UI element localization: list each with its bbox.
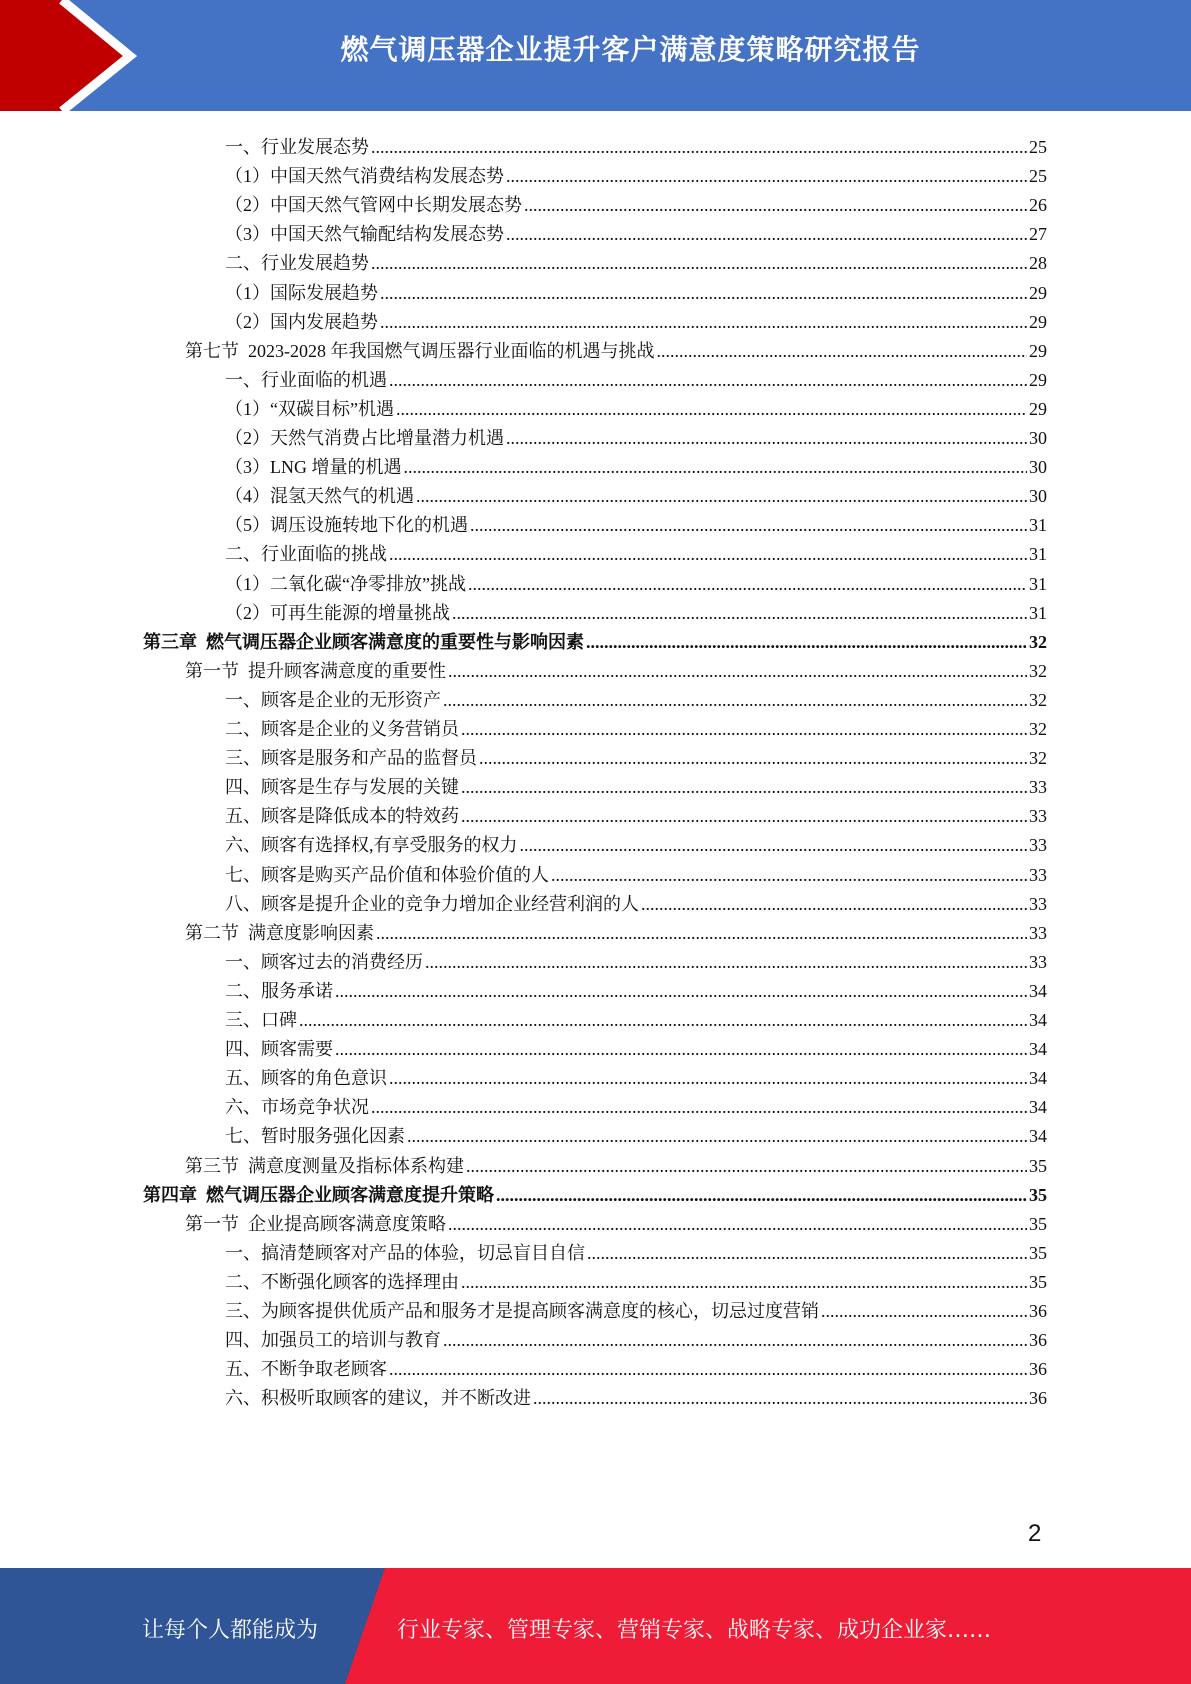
dot-leader bbox=[416, 485, 1027, 507]
toc-entry-page: 34 bbox=[1029, 1068, 1047, 1089]
dot-leader bbox=[461, 776, 1027, 798]
dot-leader bbox=[533, 1387, 1027, 1409]
toc-entry-page: 29 bbox=[1029, 282, 1047, 303]
toc-item-entry[interactable] bbox=[225, 973, 1047, 1002]
dot-leader bbox=[389, 369, 1027, 391]
toc-entry-page: 31 bbox=[1029, 602, 1047, 623]
toc-entry-page: 36 bbox=[1029, 1301, 1047, 1321]
toc-entry-page: 31 bbox=[1029, 515, 1047, 536]
dot-leader bbox=[425, 951, 1027, 973]
dot-leader bbox=[461, 1271, 1027, 1293]
toc-entry-page: 35 bbox=[1029, 1155, 1047, 1176]
toc-section-entry[interactable] bbox=[185, 333, 1047, 362]
dot-leader bbox=[641, 893, 1027, 915]
toc-entry-page: 34 bbox=[1029, 1039, 1047, 1060]
toc-entry-label: （3）LNG 增量的机遇 bbox=[225, 457, 402, 478]
toc-entry-page: 30 bbox=[1029, 457, 1047, 478]
toc-entry-page: 29 bbox=[1029, 311, 1047, 332]
toc-item-entry[interactable] bbox=[225, 1264, 1047, 1293]
toc-entry-page: 29 bbox=[1029, 369, 1047, 390]
dot-leader bbox=[452, 602, 1027, 624]
toc-entry-page: 31 bbox=[1029, 573, 1047, 594]
dot-leader bbox=[371, 136, 1027, 158]
toc-entry-label: （1）国际发展趋势 bbox=[225, 282, 378, 303]
dot-leader bbox=[461, 718, 1027, 740]
toc-entry-page: 25 bbox=[1029, 166, 1047, 187]
toc-item-entry[interactable] bbox=[225, 740, 1047, 769]
toc-entry-label: 五、顾客是降低成本的特效药 bbox=[225, 806, 459, 827]
toc-item-entry[interactable] bbox=[225, 1322, 1047, 1351]
dot-leader bbox=[587, 1242, 1027, 1264]
dot-leader bbox=[335, 980, 1027, 1002]
toc-entry-page: 31 bbox=[1029, 544, 1047, 565]
toc-entry-label: （2）天然气消费占比增量潜力机遇 bbox=[225, 428, 504, 448]
dot-leader bbox=[520, 834, 1028, 856]
dot-leader bbox=[479, 747, 1027, 769]
toc-entry-page: 30 bbox=[1029, 486, 1047, 507]
toc-entry-page: 32 bbox=[1029, 748, 1047, 769]
dot-leader bbox=[496, 1184, 1027, 1206]
footer-slogan-right: 行业专家、管理专家、营销专家、战略专家、成功企业家…… bbox=[397, 1618, 992, 1643]
toc-entry-page: 28 bbox=[1029, 253, 1047, 274]
toc-entry-label: （2）中国天然气管网中长期发展态势 bbox=[225, 195, 522, 216]
toc-item-entry[interactable] bbox=[225, 420, 1047, 449]
dot-leader bbox=[506, 427, 1027, 449]
toc-entry-label: 四、顾客需要 bbox=[225, 1039, 333, 1060]
toc-item-entry[interactable] bbox=[225, 129, 1047, 158]
toc-item-entry[interactable] bbox=[225, 1118, 1047, 1147]
footer-slogan-left: 让每个人都能成为 bbox=[142, 1618, 319, 1643]
toc-entry-label: 三、顾客是服务和产品的监督员 bbox=[225, 748, 477, 769]
toc-entry-page: 35 bbox=[1029, 1242, 1047, 1263]
toc-entry-label: 第七节 2023-2028 年我国燃气调压器行业面临的机遇与挑战 bbox=[185, 340, 655, 361]
toc-entry-page: 33 bbox=[1029, 951, 1047, 972]
toc-entry-label: 二、行业面临的挑战 bbox=[225, 544, 387, 565]
toc-entry-page: 35 bbox=[1029, 1271, 1047, 1292]
dot-leader bbox=[470, 514, 1027, 536]
dot-leader bbox=[299, 1009, 1027, 1031]
dot-leader bbox=[461, 805, 1027, 827]
dot-leader bbox=[506, 223, 1027, 245]
toc-entry-label: 第三节 满意度测量及指标体系构建 bbox=[185, 1155, 464, 1176]
toc-entry-label: 七、顾客是购买产品价值和体验价值的人 bbox=[225, 864, 549, 885]
dot-leader bbox=[371, 252, 1027, 274]
toc-entry-label: （2）国内发展趋势 bbox=[225, 311, 378, 332]
toc-entry-page: 32 bbox=[1029, 719, 1047, 739]
toc-entry-page: 33 bbox=[1029, 835, 1047, 856]
toc-item-entry[interactable] bbox=[225, 857, 1047, 886]
toc-entry-label: 一、顾客是企业的无形资产 bbox=[225, 689, 441, 710]
toc-entry-label: 第二节 满意度影响因素 bbox=[185, 922, 374, 943]
toc-chapter-entry[interactable] bbox=[143, 624, 1047, 653]
toc-entry-page: 32 bbox=[1029, 689, 1047, 710]
toc-item-entry[interactable] bbox=[225, 245, 1047, 274]
toc-item-entry[interactable] bbox=[225, 1002, 1047, 1031]
toc-entry-page: 32 bbox=[1029, 631, 1047, 652]
toc-item-entry[interactable] bbox=[225, 682, 1047, 711]
toc-item-entry[interactable] bbox=[225, 1293, 1047, 1322]
dot-leader bbox=[389, 543, 1027, 565]
toc-entry-label: （1）二氧化碳“净零排放”挑战 bbox=[225, 573, 466, 594]
dot-leader bbox=[443, 689, 1027, 711]
dot-leader bbox=[407, 1125, 1027, 1147]
toc-entry-label: 三、为顾客提供优质产品和服务才是提高顾客满意度的核心，切忌过度营销 bbox=[225, 1301, 819, 1321]
toc-entry-page: 33 bbox=[1029, 893, 1047, 914]
toc-entry-page: 34 bbox=[1029, 980, 1047, 1001]
dot-leader bbox=[466, 1155, 1027, 1177]
toc-entry-page: 36 bbox=[1029, 1388, 1047, 1409]
dot-leader bbox=[380, 311, 1027, 333]
page-header bbox=[0, 0, 1191, 111]
toc-entry-page: 29 bbox=[1029, 398, 1047, 419]
toc-entry-label: 七、暂时服务强化因素 bbox=[225, 1126, 405, 1147]
toc-item-entry[interactable] bbox=[225, 1380, 1047, 1409]
toc-entry-page: 36 bbox=[1029, 1330, 1047, 1351]
toc-entry-label: （4）混氢天然气的机遇 bbox=[225, 486, 414, 507]
toc-entry-page: 25 bbox=[1029, 137, 1047, 157]
toc-entry-page: 36 bbox=[1029, 1359, 1047, 1380]
toc-entry-label: 二、行业发展趋势 bbox=[225, 253, 369, 274]
toc-item-entry[interactable] bbox=[225, 1235, 1047, 1264]
page-footer bbox=[0, 1568, 1191, 1684]
report-title: 燃气调压器企业提升客户满意度策略研究报告 bbox=[340, 33, 921, 66]
toc-entry-label: 三、口碑 bbox=[225, 1010, 297, 1030]
toc-entry-label: 五、不断争取老顾客 bbox=[225, 1359, 387, 1380]
toc-entry-label: 五、顾客的角色意识 bbox=[225, 1068, 387, 1089]
dot-leader bbox=[551, 864, 1027, 886]
toc-entry-page: 33 bbox=[1029, 806, 1047, 827]
toc-section-entry[interactable] bbox=[185, 1148, 1047, 1177]
dot-leader bbox=[380, 282, 1027, 304]
toc-item-entry[interactable] bbox=[225, 478, 1047, 507]
toc-item-entry[interactable] bbox=[225, 1089, 1047, 1118]
toc-entry-page: 30 bbox=[1029, 428, 1047, 448]
toc-entry-label: 六、积极听取顾客的建议，并不断改进 bbox=[225, 1388, 531, 1409]
toc-entry-label: （2）可再生能源的增量挑战 bbox=[225, 602, 450, 623]
toc-entry-label: 一、行业发展态势 bbox=[225, 137, 369, 157]
toc-item-entry[interactable] bbox=[225, 216, 1047, 245]
toc-entry-page: 34 bbox=[1029, 1010, 1047, 1030]
toc-item-entry[interactable] bbox=[225, 827, 1047, 856]
dot-leader bbox=[389, 1067, 1027, 1089]
toc-item-entry[interactable] bbox=[225, 187, 1047, 216]
toc-entry-page: 34 bbox=[1029, 1097, 1047, 1118]
toc-entry-label: 二、不断强化顾客的选择理由 bbox=[225, 1271, 459, 1292]
toc-entry-label: 一、行业面临的机遇 bbox=[225, 369, 387, 390]
dot-leader bbox=[376, 922, 1027, 944]
toc-item-entry[interactable] bbox=[225, 595, 1047, 624]
toc-section-entry[interactable] bbox=[185, 1206, 1047, 1235]
toc-entry-label: 六、市场竞争状况 bbox=[225, 1097, 369, 1118]
dot-leader bbox=[448, 1213, 1027, 1235]
toc-item-entry[interactable] bbox=[225, 536, 1047, 565]
toc-entry-label: 第一节 企业提高顾客满意度策略 bbox=[185, 1213, 446, 1234]
toc-entry-label: 八、顾客是提升企业的竞争力增加企业经营利润的人 bbox=[225, 893, 639, 914]
toc-item-entry[interactable] bbox=[225, 769, 1047, 798]
toc-entry-label: 二、顾客是企业的义务营销员 bbox=[225, 719, 459, 739]
toc-item-entry[interactable] bbox=[225, 158, 1047, 187]
chevron-logo-icon bbox=[0, 0, 160, 111]
toc-item-entry[interactable] bbox=[225, 391, 1047, 420]
toc-chapter-entry[interactable] bbox=[143, 1177, 1047, 1206]
toc-entry-label: （3）中国天然气输配结构发展态势 bbox=[225, 224, 504, 245]
toc-entry-label: 第三章 燃气调压器企业顾客满意度的重要性与影响因素 bbox=[143, 631, 584, 652]
toc-item-entry[interactable] bbox=[225, 886, 1047, 915]
toc-section-entry[interactable] bbox=[185, 653, 1047, 682]
toc-entry-label: 第四章 燃气调压器企业顾客满意度提升策略 bbox=[143, 1184, 494, 1205]
dot-leader bbox=[657, 340, 1028, 362]
toc-entry-label: 二、服务承诺 bbox=[225, 980, 333, 1001]
toc-entry-page: 35 bbox=[1029, 1184, 1047, 1205]
toc-item-entry[interactable] bbox=[225, 711, 1047, 740]
toc-entry-label: 四、顾客是生存与发展的关键 bbox=[225, 777, 459, 798]
dot-leader bbox=[524, 194, 1027, 216]
toc-item-entry[interactable] bbox=[225, 1351, 1047, 1380]
dot-leader bbox=[371, 1096, 1027, 1118]
toc-entry-label: 四、加强员工的培训与教育 bbox=[225, 1330, 441, 1351]
dot-leader bbox=[404, 456, 1028, 478]
toc-entry-label: 一、搞清楚顾客对产品的体验，切忌盲目自信 bbox=[225, 1242, 585, 1263]
dot-leader bbox=[506, 165, 1027, 187]
toc-entry-page: 32 bbox=[1029, 660, 1047, 681]
toc-section-entry[interactable] bbox=[185, 915, 1047, 944]
dot-leader bbox=[448, 660, 1027, 682]
dot-leader bbox=[586, 631, 1027, 653]
toc-entry-page: 26 bbox=[1029, 195, 1047, 216]
toc-entry-page: 34 bbox=[1029, 1126, 1047, 1147]
toc-entry-label: 一、顾客过去的消费经历 bbox=[225, 951, 423, 972]
dot-leader bbox=[335, 1038, 1027, 1060]
toc-item-entry[interactable] bbox=[225, 304, 1047, 333]
toc-item-entry[interactable] bbox=[225, 944, 1047, 973]
toc-item-entry[interactable] bbox=[225, 1060, 1047, 1089]
dot-leader bbox=[396, 398, 1027, 420]
toc-item-entry[interactable] bbox=[225, 566, 1047, 595]
toc-entry-page: 33 bbox=[1029, 864, 1047, 885]
dot-leader bbox=[821, 1300, 1027, 1322]
toc-item-entry[interactable] bbox=[225, 798, 1047, 827]
page-number: 2 bbox=[1028, 1520, 1042, 1547]
toc-item-entry[interactable] bbox=[225, 449, 1047, 478]
toc-item-entry[interactable] bbox=[225, 507, 1047, 536]
toc-entry-label: （1）“双碳目标”机遇 bbox=[225, 398, 394, 419]
toc-item-entry[interactable] bbox=[225, 1031, 1047, 1060]
dot-leader bbox=[468, 573, 1027, 595]
toc-entry-label: 六、顾客有选择权,有享受服务的权力 bbox=[225, 835, 518, 856]
toc-entry-label: （5）调压设施转地下化的机遇 bbox=[225, 515, 468, 536]
toc-entry-page: 29 bbox=[1029, 340, 1047, 361]
toc-entry-page: 35 bbox=[1029, 1213, 1047, 1234]
toc-item-entry[interactable] bbox=[225, 362, 1047, 391]
toc-entry-label: 第一节 提升顾客满意度的重要性 bbox=[185, 660, 446, 681]
toc-entry-page: 27 bbox=[1029, 224, 1047, 245]
toc-entry-label: （1）中国天然气消费结构发展态势 bbox=[225, 166, 504, 187]
dot-leader bbox=[443, 1329, 1027, 1351]
dot-leader bbox=[389, 1358, 1027, 1380]
toc-entry-page: 33 bbox=[1029, 922, 1047, 943]
toc-item-entry[interactable] bbox=[225, 275, 1047, 304]
toc-entry-page: 33 bbox=[1029, 777, 1047, 798]
